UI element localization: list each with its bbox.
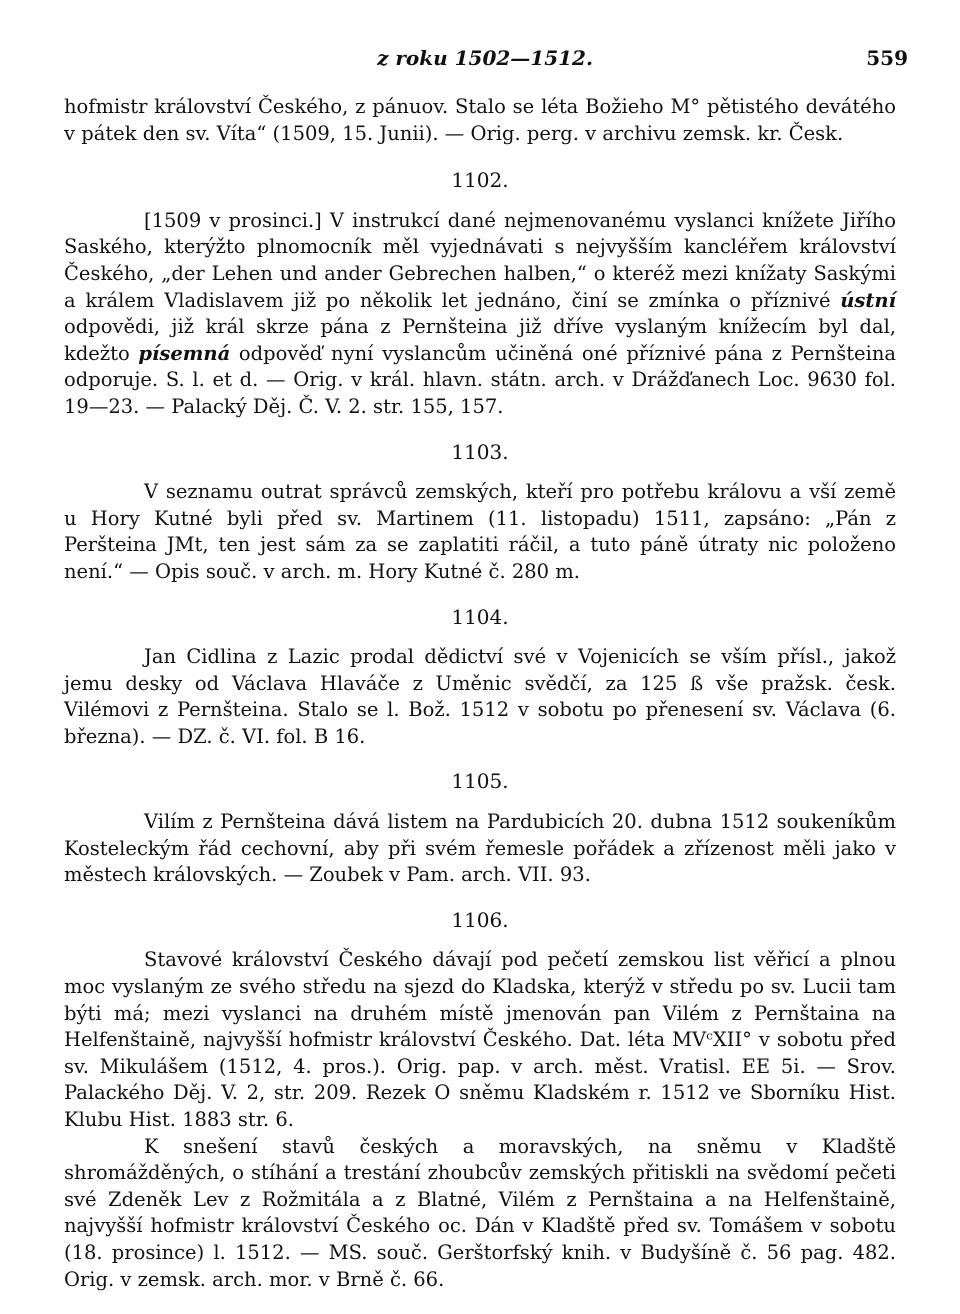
entry-number: 1106. (451, 907, 509, 932)
entry-paragraph: Jan Cidlina z Lazic prodal dědictví své v Vojenicích se vším přísl., jakož jemu desky od Václava Hlaváče z Uměnic svědčí, za 125 ß vše pražsk. česk. Vilémovi z Pernšteina. Stalo se l. Bož. 1512 v sobotu po přenesení sv. Václava (6. března). — DZ. č. VI. fol. B 16. (64, 645, 896, 748)
continued-paragraph: hofmistr království Českého, z pánuov. Stalo se léta Božieho M° pětistého devátého v pátek den sv. Víta“ (1509, 15. Junii). — Orig. perg. v archivu zemsk. kr. Česk. (64, 95, 896, 145)
entry-1104 (64, 604, 896, 751)
entry-1103 (64, 439, 896, 586)
entry-paragraph: V seznamu outrat správců zemských, kteří pro potřebu královu a vší země u Hory Kutné byli před sv. Martinem (11. listopadu) 1511, zapsáno: „Pán z Peršteina JMt, ten jest sám za se zaplatiti ráčil, a tuto páně útraty nic položeno není.“ — Opis souč. v arch. m. Hory Kutné č. 280 m. (64, 480, 896, 583)
page-body (64, 94, 896, 1293)
emphasis-text: ústní (840, 288, 896, 312)
entry-paragraph (64, 208, 896, 421)
entry-1106 (64, 907, 896, 1293)
entry-paragraph: K snešení stavů českých a moravských, na sněmu v Kladště shromážděných, o stíhání a trestání zhoubcův zemských přitiskli na svědomí pečeti své Zdeněk Lev z Rožmitála a z Blatné, Vilém z Pernštaina a na Helfenštaině, najvyšší hofmistr království Českého oc. Dán v Kladště před sv. Tomášem v sobotu (18. prosince) l. 1512. — MS. souč. Gerštorfský knih. v Budyšíně č. 56 pag. 482. Orig. v zemsk. arch. mor. v Brně č. 66. (64, 1134, 896, 1291)
running-head (62, 44, 908, 74)
entry-number: 1104. (451, 604, 509, 629)
entry-paragraph: Vilím z Pernšteina dává listem na Pardubicích 20. dubna 1512 soukeníkům Kosteleckým řád cechovní, aby při svém řemesle pořádek a zřízenost měli jako v městech královských. — Zoubek v Pam. arch. VII. 93. (64, 810, 896, 887)
entry-1102 (64, 167, 896, 420)
entry-paragraph: Stavové království Českého dávají pod pečetí zemskou list věřicí a plnou moc vyslaným ze svého středu na sjezd do Kladska, kterýž v středu po sv. Lucii tam býti má; mezi vyslanci na druhém místě jmenován pan Vilém z Pernštaina na Helfenštaině, najvyšší hofmistr království Českého. Dat. léta MVᶜXII° v sobotu před sv. Mikulášem (1512, 4. pros.). Orig. pap. v arch. měst. Vratisl. EE 5i. — Srov. Palackého Děj. V. 2, str. 209. Rezek O sněmu Kladském r. 1512 ve Sborníku Hist. Klubu Hist. 1883 str. 6. (64, 948, 896, 1131)
entry-number: 1102. (451, 168, 509, 193)
entry-1105 (64, 768, 896, 888)
text-run: [1509 v prosinci.] V instrukcí dané nejmenovanému vyslanci knížete Jiřího Saského, kterýžto plnomocník měl vyjednávati s nejvyšším kancléřem království Českého, „der Lehen und ander Gebrechen halben,“ o kteréž mezi knížaty Saskými a králem Vladislavem již po několik let jednáno, činí se zmínka o příznivé (64, 208, 896, 312)
page-number: 559 (866, 46, 908, 70)
text-run: odpověď nyní vyslancům učiněná oné příznivé pána z Pernšteina odporuje. S. l. et d. — Orig. v král. hlavn. státn. arch. v Drážďanech Loc. 9630 fol. 19—23. — Palacký Děj. Č. V. 2. str. 155, 157. (64, 341, 896, 418)
entry-number: 1103. (451, 439, 509, 464)
text-run: odpovědi, již král skrze pána z Pernšteina již dříve vyslaným knížecím byl dal, kdežto (64, 315, 896, 365)
emphasis-text: písemná (138, 341, 231, 365)
entry-number: 1105. (451, 769, 509, 794)
running-title: z roku 1502—1512. (377, 46, 593, 70)
